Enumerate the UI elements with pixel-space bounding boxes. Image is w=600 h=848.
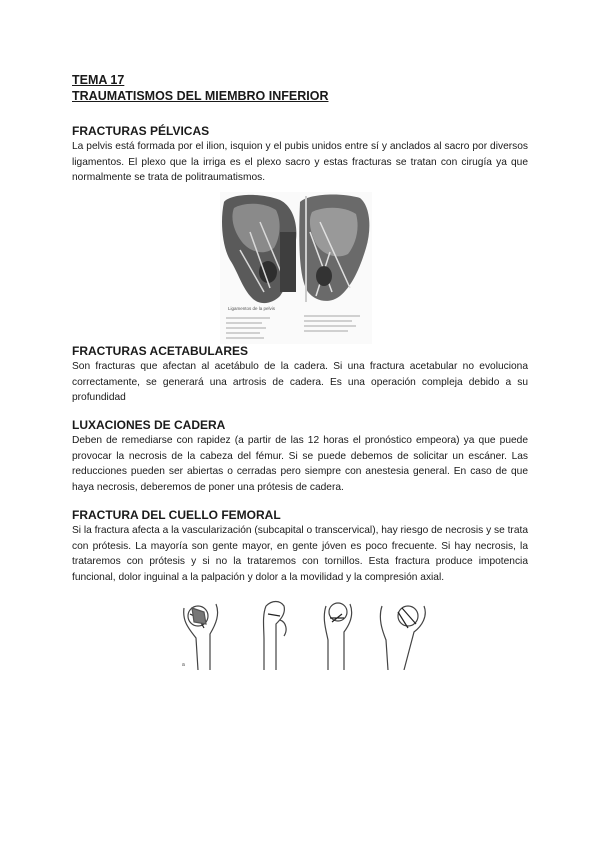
section-pelvic-fractures: [72, 124, 528, 186]
section-heading: FRACTURA DEL CUELLO FEMORAL: [72, 508, 281, 522]
femur-diagram-4: [380, 606, 425, 670]
section-body: Son fracturas que afectan al acetábulo de la cadera. Si una fractura acetabular no evoluciona correctamente, se generará una artrosis de cadera. Es una operación compleja debido a su profundidad: [72, 361, 528, 403]
femur-diagram-1: [182, 604, 218, 670]
section-body: La pelvis está formada por el ilion, isquion y el pubis unidos entre sí y anclados al sacro por diversos ligamentos. El plexo que la irriga es el plexo sacro y estas fracturas se tratan con cirugía ya que normalmente se trata de politraumatismos.: [72, 141, 528, 183]
pelvis-caption: Ligamentos de la pelvis: [228, 306, 276, 311]
section-hip-dislocations: [72, 418, 528, 495]
section-acetabular-fractures: [72, 344, 528, 406]
femur-diagram-3: [324, 603, 351, 670]
section-heading: LUXACIONES DE CADERA: [72, 418, 226, 432]
section-heading: FRACTURAS PÉLVICAS: [72, 124, 210, 138]
document-header: [72, 72, 528, 104]
document-title: TRAUMATISMOS DEL MIEMBRO INFERIOR: [72, 89, 329, 103]
section-body: Deben de remediarse con rapidez (a partir de las 12 horas el pronóstico empeora) ya que puede provocar la necrosis de la cabeza del fémur. Si se puede debemos de solicitar un escáner. Las reducciones pueden ser abiertas o cerradas pero siempre con anestesia general. En caso de que haya necrosis, deberemos de poner una prótesis de cadera.: [72, 435, 528, 493]
section-body: Si la fractura afecta a la vascularización (subcapital o transcervical), hay riesgo de necrosis y se trata con prótesis. La mayoría son gente mayor, en gente jóven es poco frecuente. Si hay necrosis, la trataremos con prótesis y si no la trataremos con tornillos. Esta fractura produce impotencia funcional, dolor inguinal a la palpación y dolor a la movilidad y la compresión axial.: [72, 525, 528, 583]
section-femoral-neck-fracture: [72, 508, 528, 585]
topic-number: TEMA 17: [72, 73, 125, 87]
section-heading: FRACTURAS ACETABULARES: [72, 344, 248, 358]
femur-label: a: [182, 662, 185, 668]
femoral-neck-fractures-figure: [176, 600, 438, 670]
femur-diagram-2: [264, 602, 287, 671]
pelvis-ligaments-figure: [220, 192, 372, 344]
